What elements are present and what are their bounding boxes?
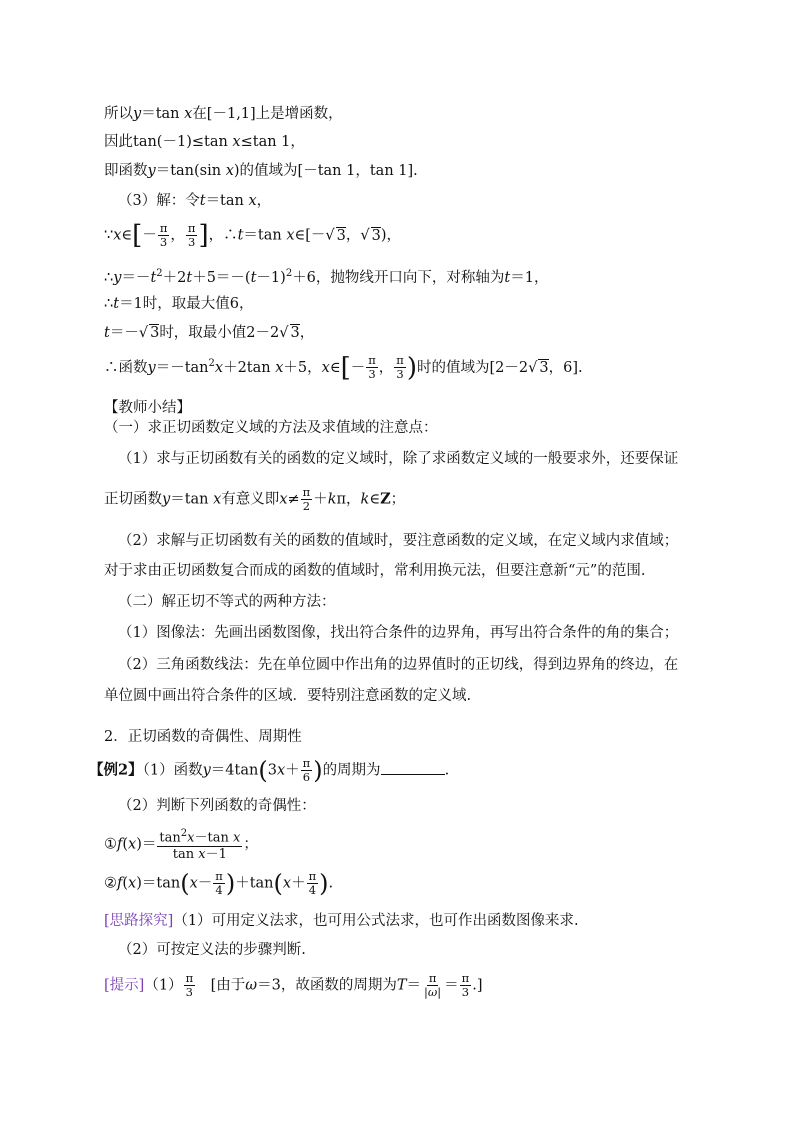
text-line-22: （2）判断下列函数的奇偶性： [118, 798, 316, 814]
text-line-4: （3）解：令t＝tan x， [118, 193, 272, 209]
section-heading-parity-period: 2．正切函数的奇偶性、周期性 [104, 729, 302, 745]
text-line-9: ∴函数$y=-\tan^2x+2\tan$ x＋5，x∈[－ $\frac{\pi}{3}$ ， $\frac{\pi}{3}$ )时的值域为[2－2√ 3，6]. [104, 352, 583, 383]
text-line-17: （1）图像法：先画出函数图像，找出符合条件的边界角，再写出符合条件的角的集合； [118, 625, 679, 641]
text-line-15: 对于求由正切函数复合而成的函数的值域时，常利用换元法，但要注意新“元”的范围. [104, 563, 646, 579]
text-line-18: （2）三角函数线法：先在单位圆中作出角的边界值时的正切线，得到边界角的终边，在 [118, 657, 679, 673]
text-line-26: （2）可按定义法的步骤判断. [118, 942, 306, 958]
function-2: ②f(x)＝tan(x－ $\frac{\pi}{4}$ )＋tan(x＋ $\frac{\pi}{4}$ ). [104, 869, 334, 898]
text-line-16: （二）解正切不等式的两种方法： [118, 594, 336, 610]
hint-line-1: [思路探究]（1）可用定义法求，也可用公式法求，也可作出函数图像来求. [104, 913, 579, 929]
example-2-question-1: 【例2】（1）函数y＝4tan(3x＋ $\frac{\pi}{6}$ )的周期为 . [89, 756, 450, 785]
hint-answer: [提示]（1） $\frac{\pi}{3}$ [由于ω＝3，故函数的周期为T＝ $\frac{\pi}{|\omega|}$ ＝ $\frac{\pi}{3}$ .] [104, 971, 483, 999]
text-line-3: 即函数y＝tan(sin x)的值域为[－tan 1，tan 1]. [104, 163, 418, 179]
text-line-19: 单位圆中画出符合条件的区域．要特别注意函数的定义域. [104, 688, 472, 704]
text-line-7: ∴t＝1时，取最大值6， [104, 296, 254, 312]
text-line-2: 因此tan(－1)≤tan x≤tan 1， [104, 134, 305, 150]
text-line-12: （1）求与正切函数有关的函数的定义域时，除了求函数定义域的一般要求外，还要保证 [118, 451, 679, 467]
text-line-8: t＝－√ 3时，取最小值2－2√ 3， [104, 325, 315, 341]
text-line-14: （2）求解与正切函数有关的函数的值域时，要注意函数的定义域，在定义域内求值域； [118, 533, 679, 549]
text-line-5: ∵x∈[－ $\frac{\pi}{3}$ ， $\frac{\pi}{3}$ ]，∴t＝tan x∈[－√ 3，√ 3)， [104, 220, 402, 251]
text-line-1: 所以y＝tan x在[－1,1]上是增函数， [104, 106, 343, 122]
text-line-11: （一）求正切函数定义域的方法及求值域的注意点： [104, 420, 438, 436]
section-heading-teacher-summary: 【教师小结】 [104, 400, 191, 416]
text-line-13: 正切函数y＝tan x有意义即x≠ $\frac{\pi}{2}$ ＋kπ，k∈Z； [104, 485, 406, 513]
text-line-6: $\therefore y=-t^2+2t+5=-(t-1)^2+6$，抛物线开口向下，对称轴为t＝1， [104, 268, 549, 286]
answer-blank[interactable] [381, 762, 445, 775]
function-1: ①f(x)＝ $\frac{\tan^2x-\tan x}{\text{tan x－1}}$ ； [104, 828, 258, 863]
